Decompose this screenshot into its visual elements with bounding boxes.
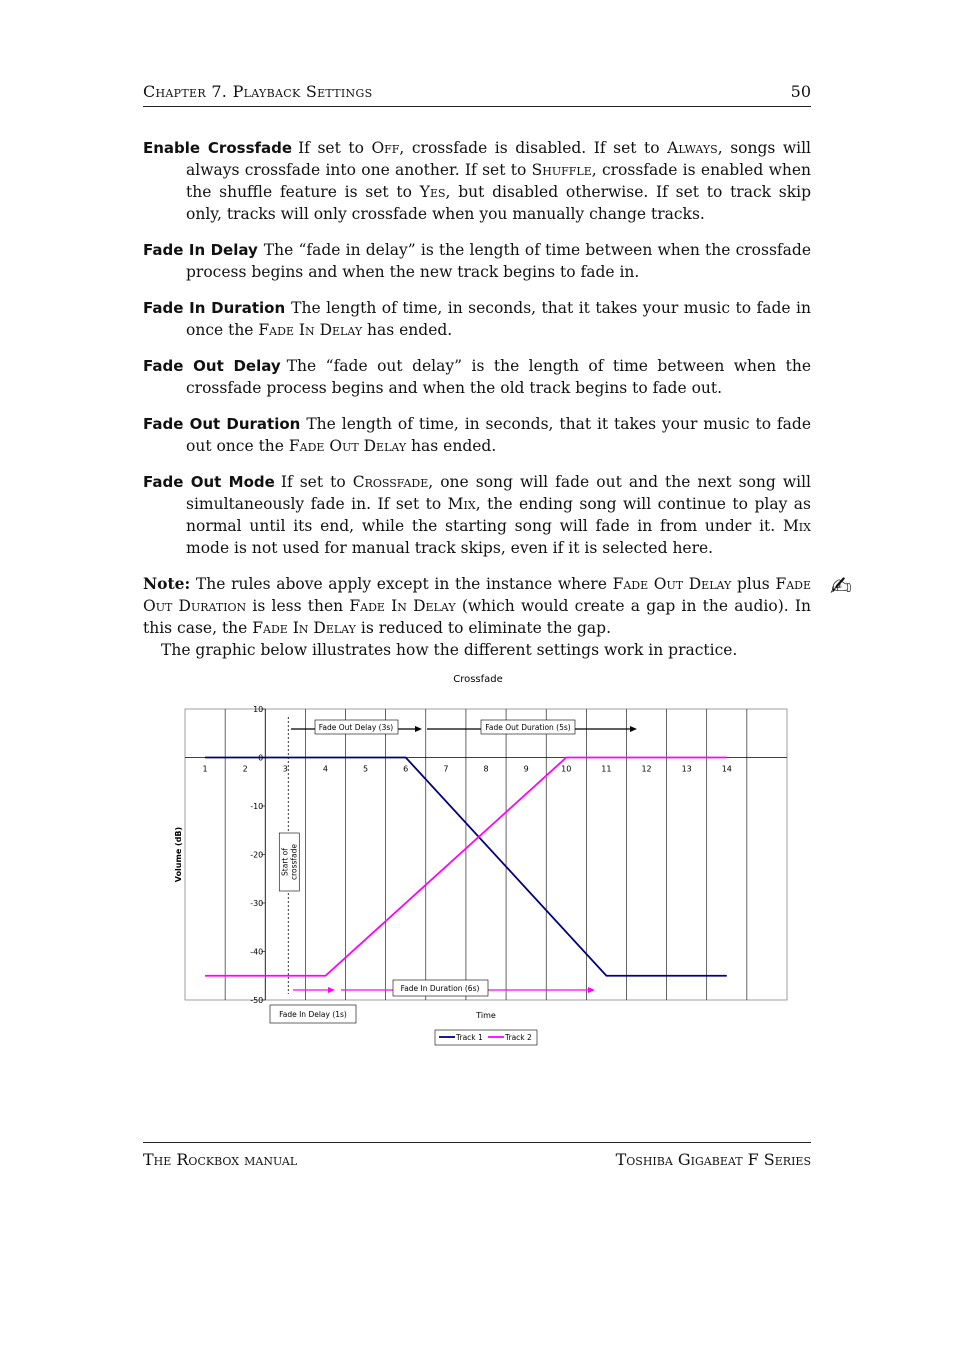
note-paragraph — [143, 573, 811, 639]
definition-item — [143, 471, 811, 559]
definition-item — [143, 413, 811, 457]
definition-item — [143, 297, 811, 341]
x-tick-label: 3 — [282, 764, 288, 774]
fade-in-duration-label: Fade In Duration (6s) — [400, 984, 480, 993]
text-run: (which would create a gap in the audio). In this case, the — [143, 597, 812, 637]
x-tick-label: 8 — [483, 764, 489, 774]
definition-term: Enable Crossfade — [143, 139, 293, 157]
y-tick-label: -30 — [250, 899, 264, 908]
x-tick-label: 1 — [202, 764, 208, 774]
definition-item — [143, 137, 811, 225]
x-tick-label: 11 — [601, 764, 612, 774]
page-header — [143, 82, 811, 107]
x-tick-label: 10 — [561, 764, 572, 774]
text-run: , songs will always crossfade into one another. If set to — [186, 139, 812, 179]
text-run: If set to — [280, 473, 353, 491]
small-caps-term: Mix — [447, 495, 476, 513]
text-run: , but disabled otherwise. If set to track skip only, tracks will only crossfade when you manually change tracks. — [186, 183, 811, 223]
page-number: 50 — [790, 82, 811, 101]
y-tick-label: 0 — [258, 753, 264, 763]
chart-title: Crossfade — [453, 674, 503, 685]
writing-hand-icon: ✍ — [830, 572, 852, 602]
fade-out-duration-label: Fade Out Duration (5s) — [485, 723, 571, 732]
definition-term: Fade Out Duration — [143, 415, 301, 433]
text-run: If set to — [298, 139, 372, 157]
text-run: The length of time, in seconds, that it takes your music to fade in once the — [186, 299, 811, 339]
small-caps-term: Fade Out Duration — [143, 575, 811, 615]
fade-in-delay-label: Fade In Delay (1s) — [279, 1010, 347, 1019]
small-caps-term: Crossfade — [352, 473, 429, 491]
definition-term: Fade In Duration — [143, 299, 286, 317]
definition-item — [143, 355, 811, 399]
definition-term: Fade Out Delay — [143, 357, 281, 375]
legend-label-track-1: Track 1 — [456, 1033, 483, 1042]
text-run: , the ending song will continue to play as normal until its end, while the starting song will fade in from under it. — [186, 495, 811, 535]
x-tick-label: 12 — [641, 764, 652, 774]
definition-term: Fade In Delay — [143, 241, 258, 259]
text-run: The “fade out delay” is the length of time between when the crossfade process begins and when the old track begins to fade out. — [186, 357, 811, 397]
start-of-crossfade-label-line-2: crossfade — [289, 843, 299, 881]
small-caps-term: Mix — [782, 517, 811, 535]
definition-item — [143, 239, 811, 283]
y-tick-label: 10 — [253, 705, 264, 714]
x-tick-label: 14 — [721, 764, 732, 774]
x-tick-label: 2 — [242, 764, 248, 774]
page-footer — [143, 1142, 811, 1169]
main-content — [143, 137, 811, 661]
text-run: , one song will fade out and the next song will simultaneously fade in. If set to — [186, 473, 812, 513]
footer-manual-title: The Rockbox manual — [143, 1150, 298, 1169]
small-caps-term: Fade Out Delay — [288, 437, 407, 455]
start-of-crossfade-label-line-1: Start of — [280, 848, 290, 876]
x-tick-label: 7 — [443, 764, 449, 774]
small-caps-term: Fade In Delay — [349, 597, 456, 615]
text-run: is less then — [246, 597, 350, 615]
y-axis-label: Volume (dB) — [174, 826, 183, 883]
small-caps-term: Fade In Delay — [252, 619, 356, 637]
x-tick-label: 13 — [681, 764, 692, 774]
text-run: is reduced to eliminate the gap. — [355, 619, 611, 637]
x-tick-label: 9 — [523, 764, 529, 774]
intro-paragraph: The graphic below illustrates how the different settings work in practice. — [161, 641, 738, 659]
text-run: The length of time, in seconds, that it takes your music to fade out once the — [186, 415, 812, 455]
text-run: The rules above apply except in the instance where — [190, 575, 613, 593]
plot-area — [185, 709, 787, 1000]
text-run: mode is not used for manual track skips, even if it is selected here. — [186, 539, 714, 557]
y-tick-label: -40 — [250, 947, 264, 957]
text-run: has ended. — [406, 437, 497, 455]
text-run: plus — [731, 575, 776, 593]
definition-term: Fade Out Mode — [143, 473, 275, 491]
note-label: Note: — [143, 574, 191, 593]
text-run: The “fade in delay” is the length of time between when the crossfade process begins and when the new track begins to fade in. — [186, 241, 811, 281]
text-run: , crossfade is disabled. If set to — [399, 139, 668, 157]
fade-out-delay-label: Fade Out Delay (3s) — [318, 723, 394, 732]
footer-device-name: Toshiba Gigabeat F Series — [615, 1150, 811, 1169]
crossfade-chart — [165, 665, 805, 1055]
definition-list — [143, 137, 811, 559]
small-caps-term: Fade In Delay — [258, 321, 363, 339]
x-tick-label: 5 — [363, 764, 369, 774]
small-caps-term: Always — [667, 139, 718, 157]
y-tick-label: -50 — [250, 996, 264, 1005]
y-tick-label: -20 — [250, 850, 264, 860]
text-run: , crossfade is enabled when the shuffle feature is set to — [186, 161, 811, 201]
chapter-title: Chapter 7. Playback Settings — [143, 82, 373, 101]
x-axis-label: Time — [476, 1011, 496, 1020]
small-caps-term: Yes — [419, 183, 446, 201]
text-run: has ended. — [362, 321, 453, 339]
x-tick-label: 6 — [403, 764, 409, 774]
y-tick-label: -10 — [250, 802, 264, 811]
x-tick-label: 4 — [322, 764, 329, 774]
small-caps-term: Off — [371, 139, 400, 157]
legend-label-track-2: Track 2 — [505, 1033, 532, 1042]
small-caps-term: Fade Out Delay — [612, 575, 732, 593]
small-caps-term: Shuffle — [531, 161, 592, 179]
